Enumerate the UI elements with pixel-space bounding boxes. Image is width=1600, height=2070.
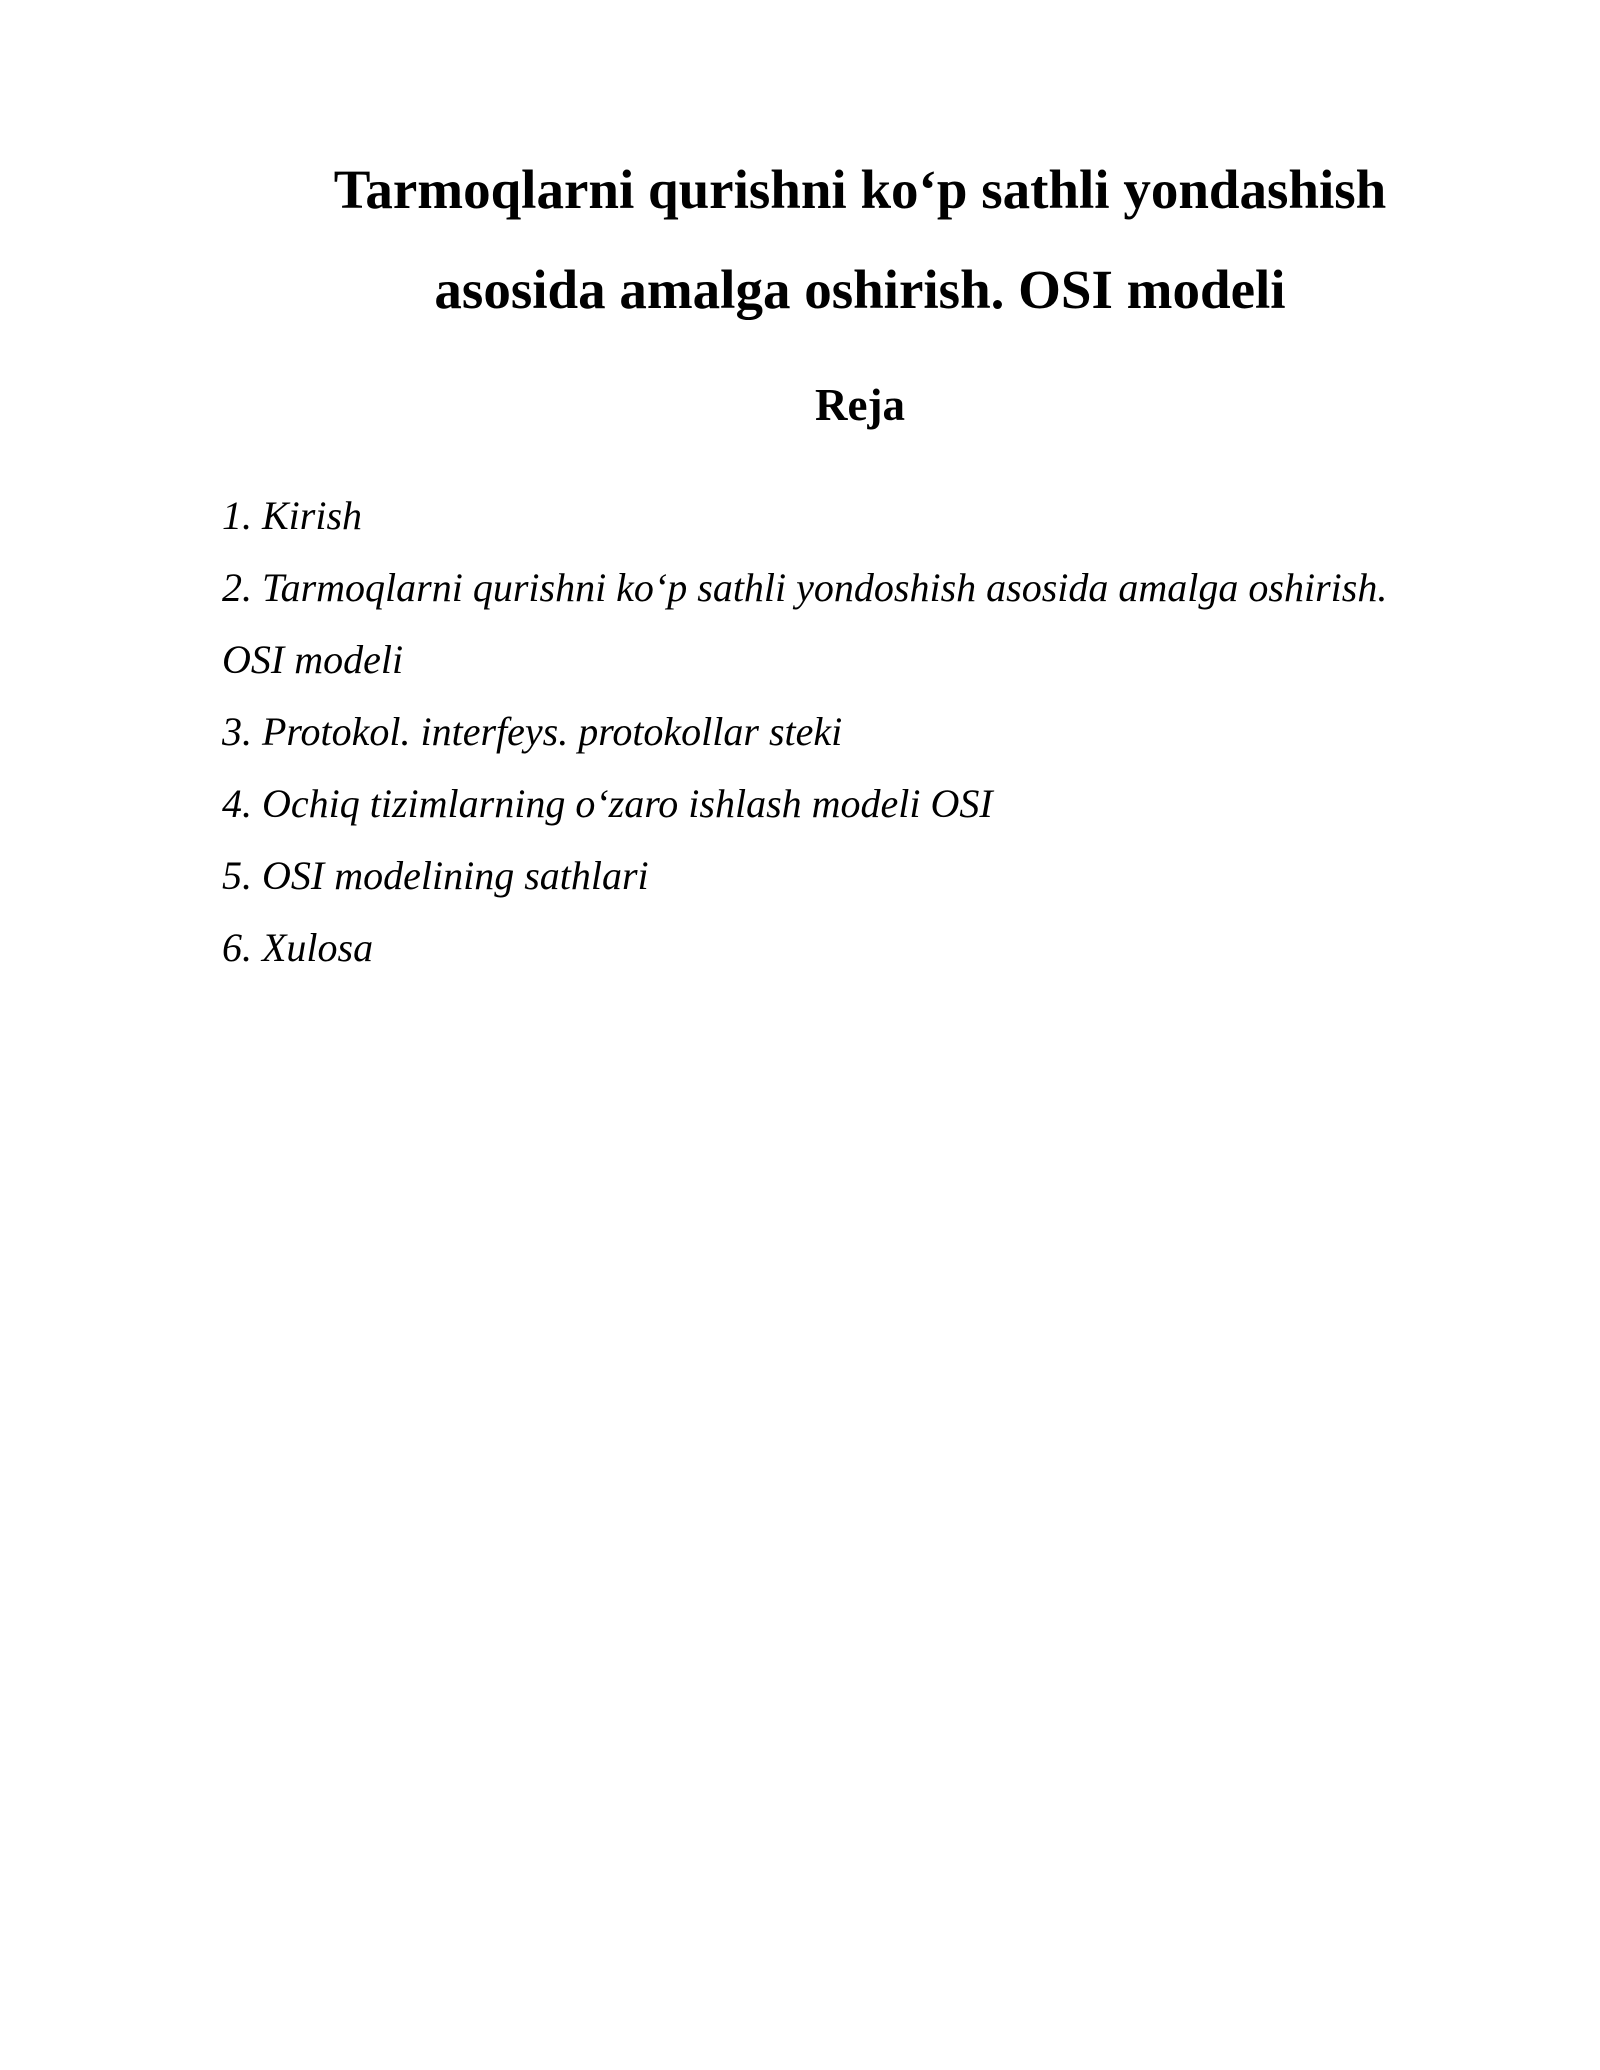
plan-item-6: 6. Xulosa <box>222 925 374 970</box>
plan-item-2-continued: OSI modeli <box>222 637 404 682</box>
plan-item-5: 5. OSI modelining sathlari <box>222 853 649 898</box>
plan-heading: Reja <box>815 380 905 430</box>
plan-item-2: 2. Tarmoqlarni qurishni ko‘p sathli yondoshish asosida amalga oshirish. <box>222 565 1388 610</box>
title-line-1: Tarmoqlarni qurishni ko‘p sathli yondashish <box>333 159 1387 220</box>
plan-item-1: 1. Kirish <box>222 493 363 538</box>
plan-item-4: 4. Ochiq tizimlarning o‘zaro ishlash modeli OSI <box>222 781 993 826</box>
plan-list <box>222 480 1512 984</box>
plan-item-3: 3. Protokol. interfeys. protokollar steki <box>222 709 843 754</box>
page-title <box>220 140 1500 340</box>
title-line-2: asosida amalga oshirish. OSI modeli <box>434 259 1286 320</box>
